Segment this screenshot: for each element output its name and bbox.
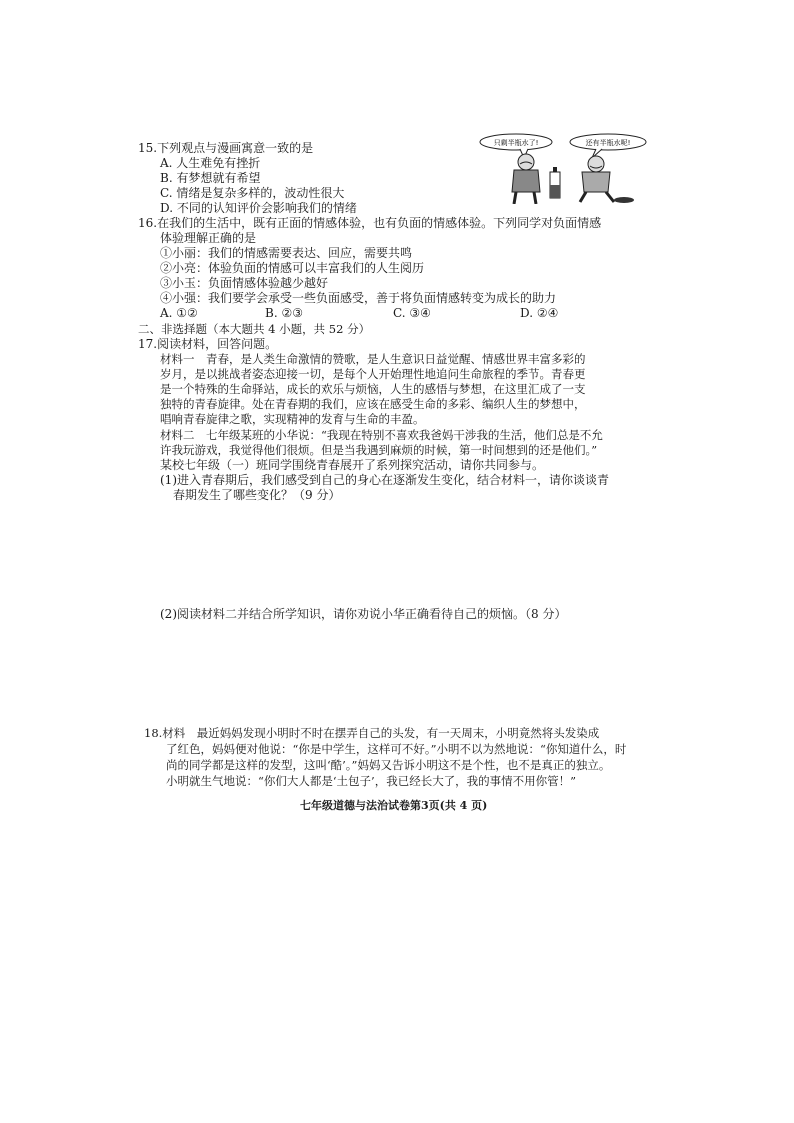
speech-bubble-right — [570, 134, 646, 158]
q16-choice-d: D. ②④ — [520, 306, 559, 320]
q16-item-3: ③小玉：负面情感体验越少越好 — [160, 276, 329, 290]
q17-stem: 17.阅读材料，回答问题。 — [138, 337, 278, 351]
page-footer: 七年级道德与法治试卷第3页(共 4 页) — [300, 799, 488, 812]
q16-item-4: ④小强：我们要学会承受一些负面感受，善于将负面情感转变为成长的助力 — [160, 291, 557, 305]
q15-stem: 15.下列观点与漫画寓意一致的是 — [138, 141, 314, 155]
q17-sub1-line1: (1)进入青春期后，我们感受到自己的身心在逐渐发生变化，结合材料一，请你谈谈青 — [160, 473, 610, 487]
q17-material1-line4: 独特的青春旋律。处在青春期的我们，应该在感受生命的多彩、编织人生的梦想中， — [160, 397, 586, 411]
q17-sub2: (2)阅读材料二并结合所学知识，请你劝说小华正确看待自己的烦恼。（8 分） — [160, 607, 567, 621]
speech-bubble-left — [480, 134, 552, 158]
q15-option-b: B. 有梦想就有希望 — [160, 171, 261, 185]
q18-line2: 了红色，妈妈便对他说：“你是中学生，这样可不好。”小明不以为然地说：“你知道什么，时 — [166, 742, 627, 756]
q17-material1-line1: 材料一 青春，是人类生命激情的赞歌，是人生意识日益觉醒、情感世界丰富多彩的 — [160, 352, 586, 366]
q17-material1-line2: 岁月，是以挑战者姿态迎接一切，是每个人开始理性地追问生命旅程的季节。青春更 — [160, 367, 586, 381]
happy-figure-icon — [580, 156, 634, 203]
section-heading: 二、非选择题（本大题共 4 小题，共 52 分） — [138, 322, 371, 336]
q16-item-1: ①小丽：我们的情感需要表达、回应，需要共鸣 — [160, 246, 413, 260]
q17-intro: 某校七年级（一）班同学围绕青春展开了系列探究活动，请你共同参与。 — [160, 458, 545, 472]
q16-stem-line2: 体验理解正确的是 — [160, 231, 257, 245]
q18-line3: 尚的同学都是这样的发型，这叫‘酷’。”妈妈又告诉小明这不是个性，也不是真正的独立。 — [166, 758, 611, 772]
q16-stem-line1: 16.在我们的生活中，既有正面的情感体验，也有负面的情感体验。下列同学对负面情感 — [138, 216, 602, 230]
q18-line1: 18.材料 最近妈妈发现小明时不时在摆弄自己的头发，有一天周末，小明竟然将头发染成 — [144, 726, 600, 740]
bubble-right-text: 还有半瓶水呢! — [585, 139, 631, 147]
q17-material2-line2: 许我玩游戏，我觉得他们很烦。但是当我遇到麻烦的时候，第一时间想到的还是他们。” — [160, 443, 598, 457]
q17-material1-line3: 是一个特殊的生命驿站，成长的欢乐与烦恼，人生的感悟与梦想，在这里汇成了一支 — [160, 382, 586, 396]
q15-option-a: A. 人生难免有挫折 — [160, 156, 261, 170]
bubble-left-text: 只剩半瓶水了! — [493, 139, 539, 147]
q16-choice-c: C. ③④ — [393, 306, 431, 320]
q17-material2-line1: 材料二 七年级某班的小华说：“我现在特别不喜欢我爸妈干涉我的生活，他们总是不允 — [160, 428, 603, 442]
q16-choice-a: A. ①② — [160, 306, 198, 320]
q15-option-c: C. 情绪是复杂多样的，波动性很大 — [160, 186, 345, 200]
q17-sub1-line2: 春期发生了哪些变化？（9 分） — [173, 488, 341, 502]
q16-choice-b: B. ②③ — [265, 306, 303, 320]
q15-option-d: D. 不同的认知评价会影响我们的情绪 — [160, 201, 357, 215]
q17-material1-line5: 唱响青春旋律之歌，实现精神的发育与生命的丰盈。 — [160, 412, 425, 426]
bottle-icon — [550, 167, 560, 198]
q18-line4: 小明就生气地说：“你们大人都是‘土包子’，我已经长大了，我的事情不用你管！” — [166, 774, 577, 788]
q16-item-2: ②小亮：体验负面的情感可以丰富我们的人生阅历 — [160, 261, 425, 275]
sad-figure-icon — [512, 154, 540, 204]
comic-illustration — [478, 132, 648, 204]
